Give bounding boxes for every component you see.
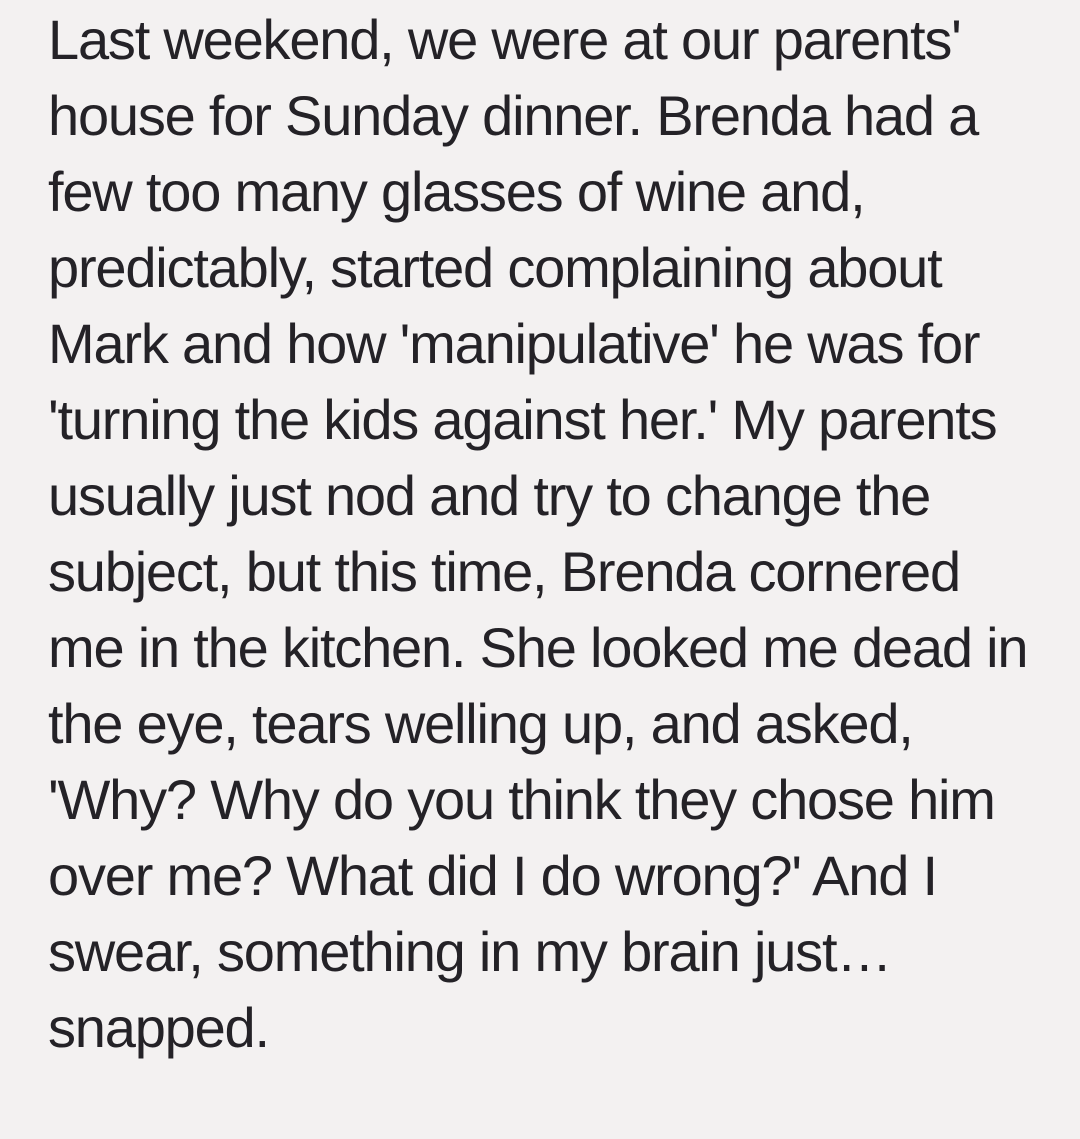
story-line: Mark and how 'manipulative' he was for bbox=[48, 312, 980, 375]
story-line: 'turning the kids against her.' My parents bbox=[48, 388, 997, 451]
story-line: snapped. bbox=[48, 996, 269, 1059]
story-line: swear, something in my brain just… bbox=[48, 920, 892, 983]
story-line: 'Why? Why do you think they chose him bbox=[48, 768, 995, 831]
story-line: the eye, tears welling up, and asked, bbox=[48, 692, 913, 755]
story-line: usually just nod and try to change the bbox=[48, 464, 931, 527]
story-line: me in the kitchen. She looked me dead in bbox=[48, 616, 1028, 679]
story-line: house for Sunday dinner. Brenda had a bbox=[48, 84, 979, 147]
story-line: few too many glasses of wine and, bbox=[48, 160, 865, 223]
story-line: predictably, started complaining about bbox=[48, 236, 942, 299]
story-line: Last weekend, we were at our parents' bbox=[48, 8, 961, 71]
story-line: subject, but this time, Brenda cornered bbox=[48, 540, 960, 603]
story-line: over me? What did I do wrong?' And I bbox=[48, 844, 937, 907]
